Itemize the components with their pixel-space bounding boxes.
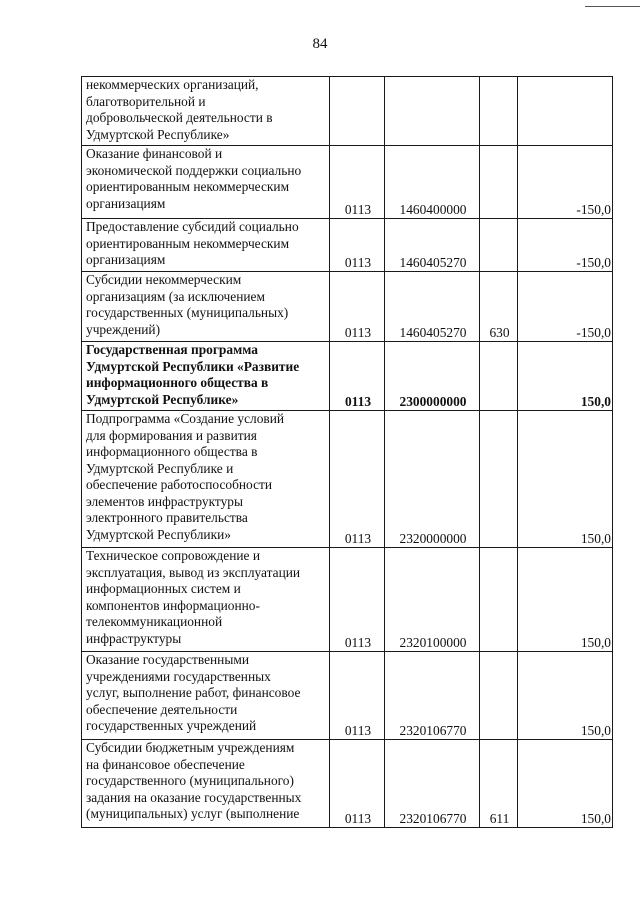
expense-type-cell: [480, 652, 518, 740]
section-cell: 0113: [330, 272, 385, 342]
section-cell: [330, 77, 385, 146]
expense-type-cell: [480, 77, 518, 146]
table-row: [82, 272, 613, 342]
target-article-cell: 2320000000: [385, 411, 480, 548]
row-name: Субсидии некоммерческим организациям (за исключением государственных (муниципальных) учреждений): [86, 272, 289, 337]
table-row: [82, 548, 613, 652]
target-article-cell: 1460405270: [385, 272, 480, 342]
target-article-cell: 1460400000: [385, 146, 480, 219]
expense-type-cell: [480, 219, 518, 272]
target-article-cell: 2300000000: [385, 342, 480, 411]
expense-type-cell: 611: [480, 740, 518, 828]
row-name-cell: [82, 411, 330, 548]
amount-cell: 150,0: [518, 342, 613, 411]
row-name: Государственная программа Удмуртской Республики «Развитие информационного общества в Удмуртской Республике»: [86, 342, 300, 407]
corner-scan-mark: [585, 6, 640, 7]
amount-cell: 150,0: [518, 411, 613, 548]
section-cell: 0113: [330, 548, 385, 652]
table-row: [82, 740, 613, 828]
amount-cell: -150,0: [518, 272, 613, 342]
section-cell: 0113: [330, 652, 385, 740]
amount-cell: 150,0: [518, 548, 613, 652]
budget-table: [81, 76, 613, 828]
section-cell: 0113: [330, 342, 385, 411]
target-article-cell: 1460405270: [385, 219, 480, 272]
table-row: [82, 342, 613, 411]
section-cell: 0113: [330, 219, 385, 272]
amount-cell: -150,0: [518, 219, 613, 272]
expense-type-cell: 630: [480, 272, 518, 342]
row-name-cell: [82, 548, 330, 652]
table-row: [82, 146, 613, 219]
row-name: Субсидии бюджетным учреждениям на финансовое обеспечение государственного (муниципального) задания на оказание государственных (муниципальных) услуг (выполнение: [86, 740, 302, 821]
page-number: 84: [312, 36, 328, 52]
row-name: Подпрограмма «Создание условий для формирования и развития информационного общества в Удмуртской Республике и обеспечение работоспособности элементов инфраструктуры электронного правительства Удмуртской Республики»: [86, 411, 285, 542]
table-row: [82, 219, 613, 272]
section-cell: 0113: [330, 411, 385, 548]
amount-cell: 150,0: [518, 740, 613, 828]
amount-cell: [518, 77, 613, 146]
row-name: Оказание государственными учреждениями государственных услуг, выполнение работ, финансовое обеспечение деятельности государственных учреждений: [86, 652, 301, 733]
row-name-cell: [82, 272, 330, 342]
row-name: некоммерческих организаций, благотворительной и добровольческой деятельности в Удмуртской Республике»: [86, 77, 273, 142]
expense-type-cell: [480, 548, 518, 652]
row-name-cell: [82, 740, 330, 828]
target-article-cell: [385, 77, 480, 146]
row-name-cell: [82, 342, 330, 411]
target-article-cell: 2320106770: [385, 740, 480, 828]
row-name-cell: [82, 146, 330, 219]
row-name-cell: [82, 652, 330, 740]
section-cell: 0113: [330, 146, 385, 219]
amount-cell: 150,0: [518, 652, 613, 740]
row-name-cell: [82, 219, 330, 272]
row-name: Техническое сопровождение и эксплуатация, вывод из эксплуатации информационных систем и компонентов информационно- телекоммуникационной инфраструктуры: [86, 548, 301, 646]
section-cell: 0113: [330, 740, 385, 828]
row-name: Оказание финансовой и экономической поддержки социально ориентированным некоммерческим организациям: [86, 146, 302, 211]
expense-type-cell: [480, 146, 518, 219]
expense-type-cell: [480, 342, 518, 411]
row-name: Предоставление субсидий социально ориентированным некоммерческим организациям: [86, 219, 299, 267]
row-name-cell: [82, 77, 330, 146]
target-article-cell: 2320100000: [385, 548, 480, 652]
table-row: [82, 77, 613, 146]
target-article-cell: 2320106770: [385, 652, 480, 740]
table-row: [82, 652, 613, 740]
expense-type-cell: [480, 411, 518, 548]
amount-cell: -150,0: [518, 146, 613, 219]
table-row: [82, 411, 613, 548]
